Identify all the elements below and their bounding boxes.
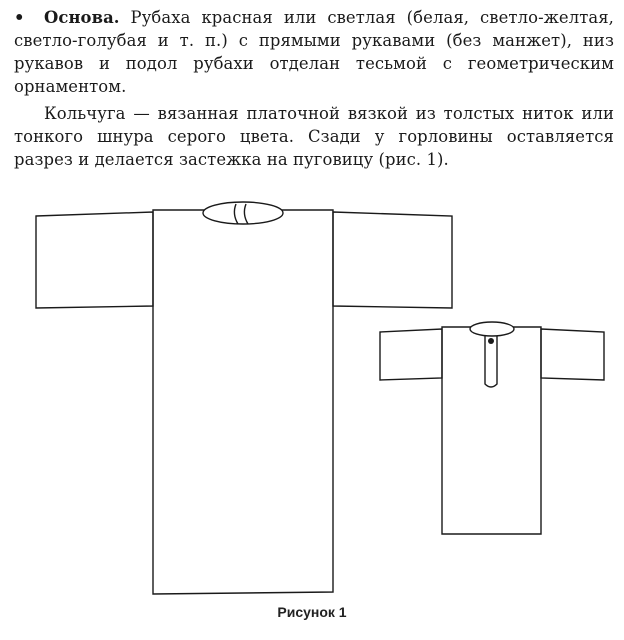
large-shirt-right-sleeve <box>333 212 452 308</box>
shirt-drawing <box>0 196 624 616</box>
paragraph-osnova-body: Рубаха красная или светлая (белая, светло-желтая, светло-голубая и т. п.) с прямыми рукавами (без манжет), низ рукавов и подол рубахи отделан тесьмой с геометрическим орнаментом. <box>14 8 614 96</box>
large-shirt-left-sleeve <box>36 212 153 308</box>
bullet-marker: • <box>14 8 25 27</box>
figure-shirts <box>0 196 624 616</box>
small-shirt-right-sleeve <box>541 329 604 380</box>
small-shirt-collar <box>470 322 514 336</box>
small-shirt-left-sleeve <box>380 329 442 380</box>
large-shirt-collar <box>203 202 283 224</box>
paragraph-kolchuga: Кольчуга — вязанная платочной вязкой из толстых ниток или тонкого шнура серого цвета. Сзади у горловины оставляется разрез и делается застежка на пуговицу (рис. 1). <box>14 104 614 169</box>
small-shirt-body <box>442 327 541 534</box>
figure-caption: Рисунок 1 <box>277 604 347 620</box>
small-shirt-button <box>488 338 494 344</box>
paragraph-lead-term: Основа. <box>44 8 120 27</box>
large-shirt-body <box>153 210 333 594</box>
paragraph-osnova <box>14 6 614 98</box>
article-text <box>14 6 614 175</box>
